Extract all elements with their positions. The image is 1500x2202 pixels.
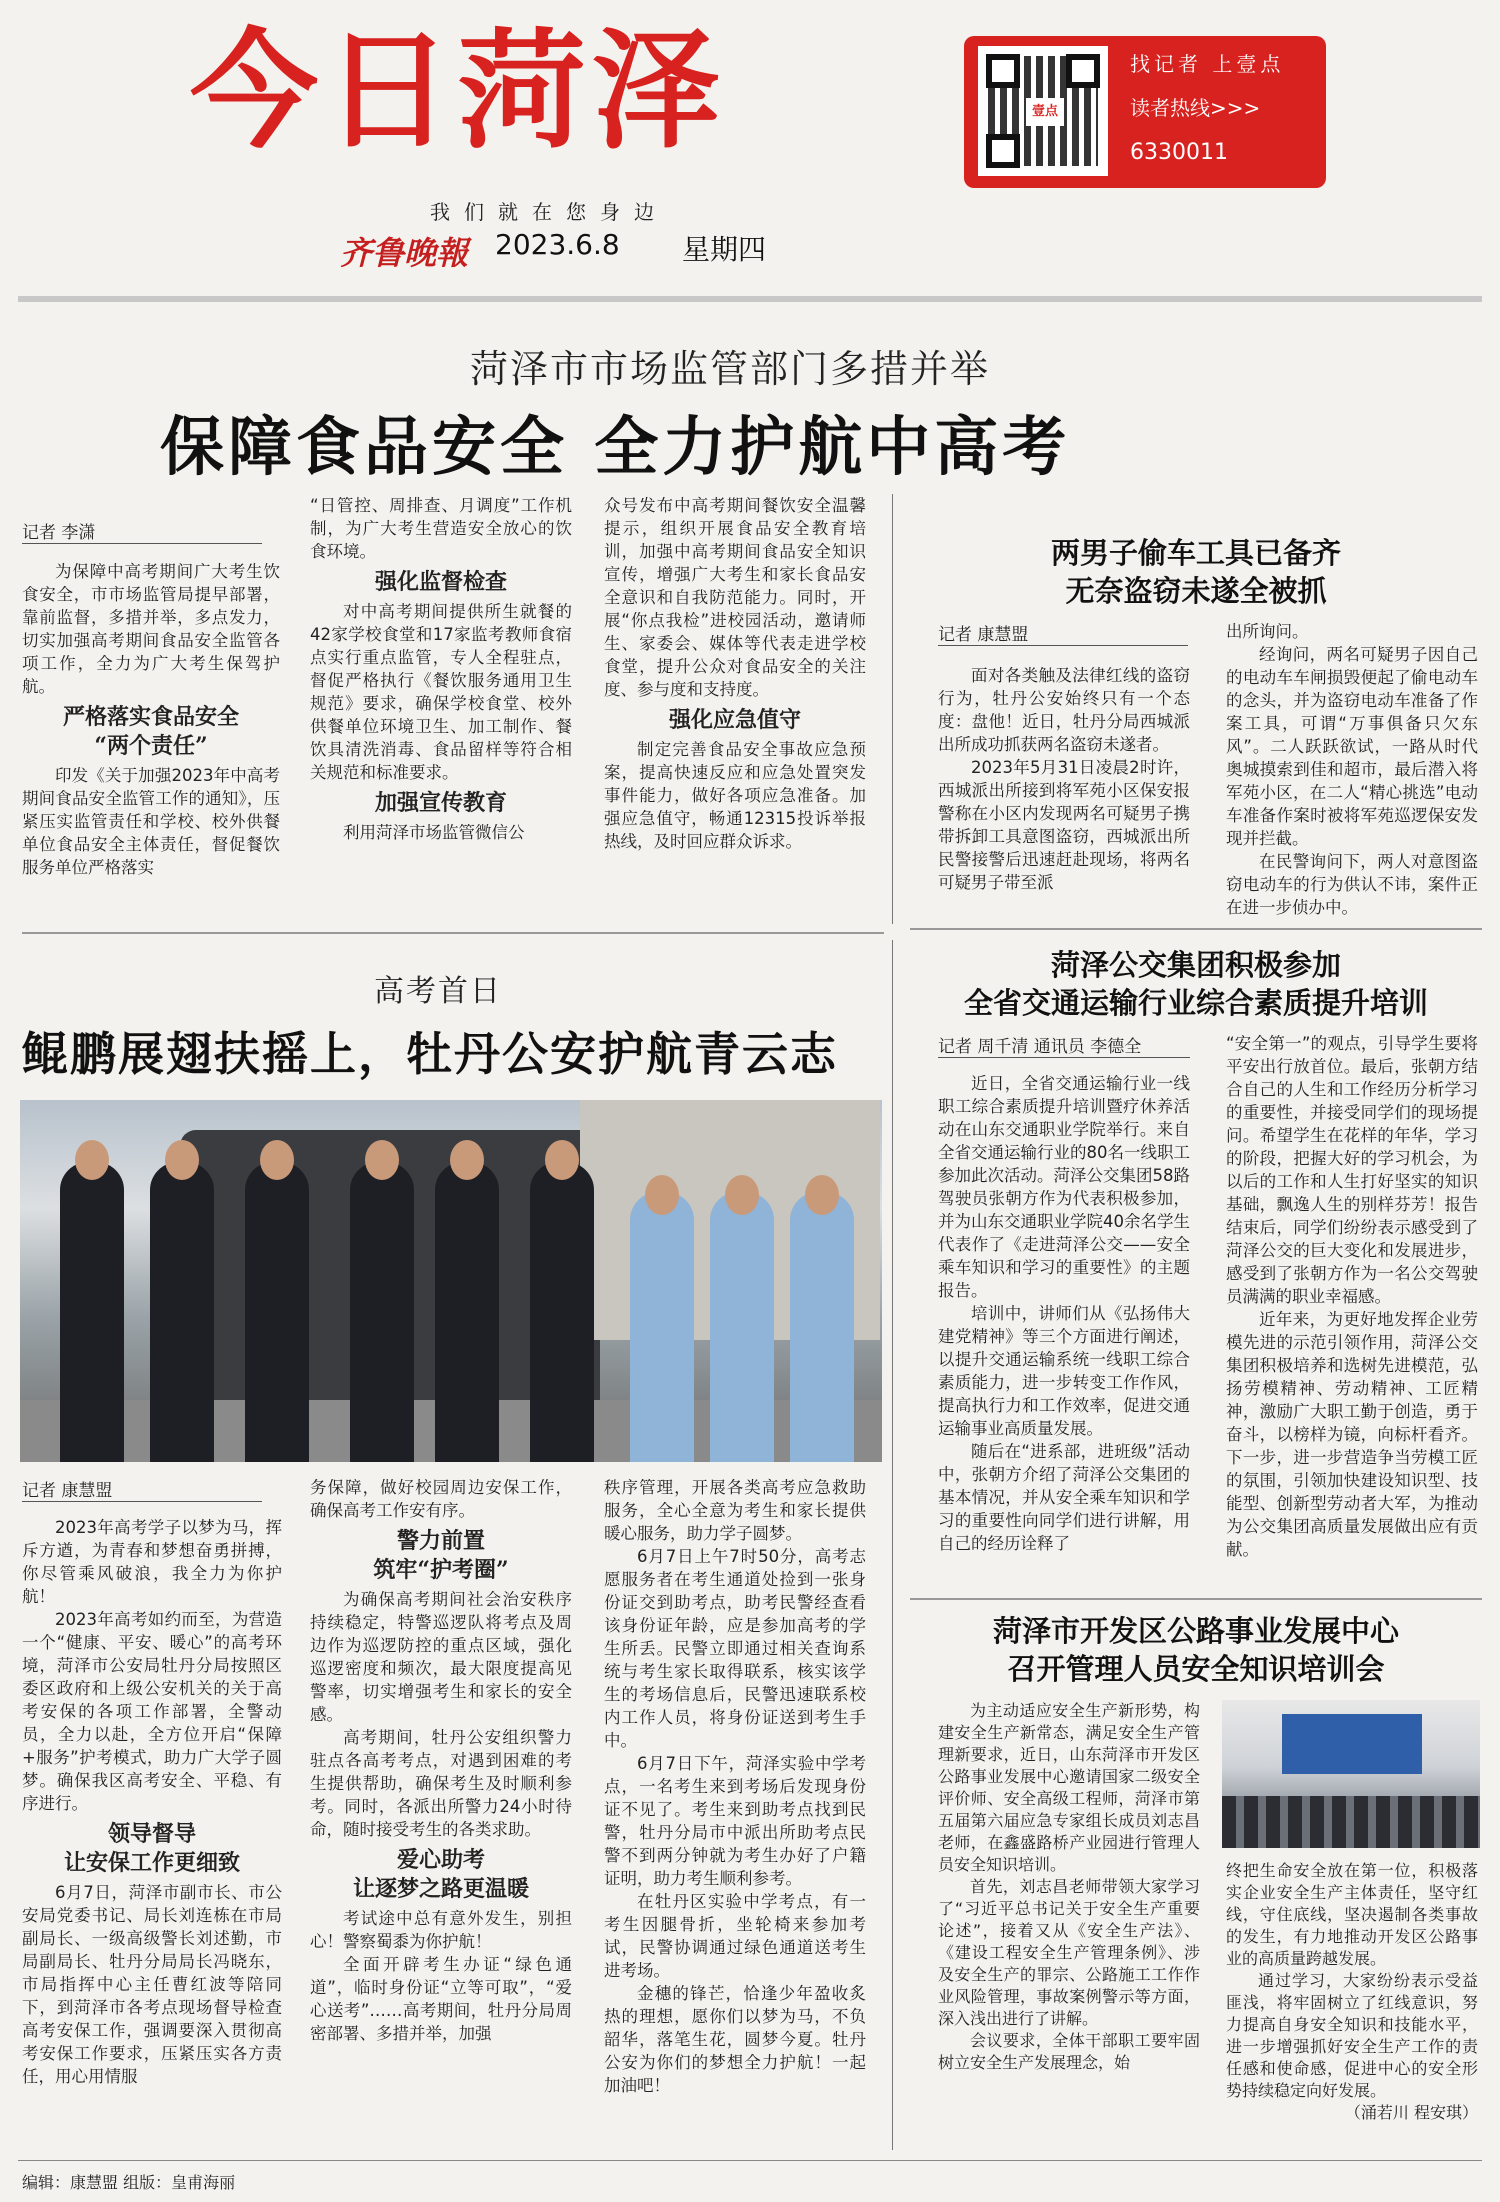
police-photo bbox=[20, 1100, 882, 1462]
training-photo bbox=[1222, 1700, 1480, 1848]
hotline-number: 6330011 bbox=[1130, 140, 1228, 165]
hotline-line1: 找记者 上壹点 bbox=[1130, 52, 1285, 76]
qr-code-icon[interactable] bbox=[978, 46, 1108, 176]
gaokao-paragraph: 6月7日，菏泽市副市长、市公安局党委书记、局长刘连栋在市局副局长、一级高级警长刘述勤，市局副局长、牡丹分局局长冯晓东，市局指挥中心主任曹红波等陪同下，到菏泽市各考点现场督导检查高考安保工作，强调要深入贯彻高考安保工作要求，压紧压实各方责任，用心用情服 bbox=[22, 1883, 282, 2086]
officer-figure bbox=[435, 1162, 499, 1462]
theft-headline-1: 两男子偷车工具已备齐 bbox=[1050, 536, 1341, 570]
masthead-title: 今日菏泽 bbox=[190, 17, 727, 166]
lead-subhead-3: 加强宣传教育 bbox=[374, 790, 507, 816]
lead-column-1 bbox=[22, 560, 280, 879]
lead-subhead-2: 强化监督检查 bbox=[374, 569, 507, 595]
column-divider bbox=[892, 940, 893, 2150]
qr-center-label: 壹点 bbox=[1026, 98, 1064, 126]
theft-paragraph: 出所询问。 bbox=[1226, 622, 1309, 641]
officer-head bbox=[645, 1175, 679, 1215]
officer-figure bbox=[350, 1162, 414, 1462]
gaokao-paragraph: 高考期间，牡丹公安组织警力驻点各高考考点，对遇到困难的考生提供帮助，确保考生及时顺利参考。同时，各派出所警力24小时待命，随时接受考生的各类求助。 bbox=[310, 1728, 572, 1839]
issue-weekday: 星期四 bbox=[682, 233, 767, 266]
bus-paragraph: 近日，全省交通运输行业一线职工综合素质提升培训暨疗休养活动在山东交通职业学院举行。来自全省交通运输行业的80名一线职工参加此次活动。菏泽公交集团58路驾驶员张朝方作为代表积极参加，并为山东交通职业学院40余名学生代表作了《走进菏泽公交——安全乘车知识和学习的重要性》的主题报告。 bbox=[938, 1074, 1190, 1300]
lead-paragraph: 制定完善食品安全事故应急预案，提高快速反应和应急处置突发事件能力，做好各项应急准备。加强应急值守，畅通12315投诉举报热线，及时回应群众诉求。 bbox=[604, 740, 866, 851]
lead-paragraph: 印发《关于加强2023年中高考期间食品安全监管工作的通知》，压紧压实监管责任和学校、校外供餐单位食品安全主体责任，督促餐饮服务单位严格落实 bbox=[22, 766, 280, 877]
hotline-line2: 读者热线>>> bbox=[1130, 96, 1261, 120]
gaokao-paragraph: 6月7日下午，菏泽实验中学考点，一名考生来到考场后发现身份证不见了。考生来到助考点找到民警，牡丹分局市中派出所助考点民警不到两分钟就为考生办好了户籍证明，助力考生顺利参考。 bbox=[604, 1754, 866, 1888]
gaokao-paragraph: 为确保高考期间社会治安秩序持续稳定，特警巡逻队将考点及周边作为巡逻防控的重点区域，强化巡逻密度和频次，最大限度提高见警率，切实增强考生和家长的安全感。 bbox=[310, 1590, 572, 1724]
lead-column-3 bbox=[604, 494, 866, 853]
gaokao-subhead-3b: 让逐梦之路更温暖 bbox=[352, 1876, 529, 1902]
gaokao-paragraph: 6月7日上午7时50分，高考志愿服务者在考生通道处捡到一张身份证交到助考点，助考民警经查看该身份证年龄，应是参加高考的学生所丢。民警立即通过相关查询系统与考生家长取得联系，核实该学生的考场信息后，民警迅速联系校内工作人员，将身份证送到考生手中。 bbox=[604, 1547, 866, 1750]
lead-paragraph: 对中高考期间提供所生就餐的42家学校食堂和17家监考教师食宿点实行重点监管，专人全程驻点，督促严格执行《餐饮服务通用卫生规范》要求，确保学校食堂、校外供餐单位环境卫生、加工制作、餐饮具清洗消毒、食品留样等符合相关规范和标准要求。 bbox=[310, 602, 572, 782]
theft-headline-2: 无奈盗窃未遂全被抓 bbox=[1065, 574, 1327, 608]
officer-figure bbox=[245, 1162, 309, 1462]
gaokao-paragraph: 考试途中总有意外发生，别担心！警察蜀黍为你护航！ bbox=[310, 1909, 572, 1951]
gaokao-kicker: 高考首日 bbox=[374, 974, 502, 1009]
gaokao-byline: 记者 康慧盟 bbox=[22, 1476, 262, 1502]
theft-paragraph: 在民警询问下，两人对意图盗窃电动车的行为供认不讳，案件正在进一步侦办中。 bbox=[1226, 852, 1478, 917]
footer-divider bbox=[18, 2160, 1482, 2161]
lead-column-2 bbox=[310, 494, 572, 844]
road-paragraph: 为主动适应安全生产新形势，构建安全生产新常态，满足安全生产管理新要求，近日，山东菏泽市开发区公路事业发展中心邀请国家二级安全评价师、安全高级工程师，菏泽市第五届第六届应急专家组长成员刘志昌老师，在鑫盛路桥产业园进行管理人员安全知识培训。 bbox=[938, 1701, 1200, 1874]
road-credit: （涌若川 程安琪） bbox=[1344, 2103, 1478, 2122]
projection-screen bbox=[1282, 1714, 1422, 1774]
road-paragraph: 终把生命安全放在第一位，积极落实企业安全生产主体责任，坚守红线，守住底线，坚决遏制各类事故的发生，有力地推动开发区公路事业的高质量跨越发展。 bbox=[1226, 1861, 1478, 1968]
officer-figure bbox=[790, 1192, 854, 1462]
bus-paragraph: 培训中，讲师们从《弘扬伟大建党精神》等三个方面进行阐述，以提升交通运输系统一线职工综合素质能力，进一步转变工作作风，提高执行力和工作效率，促进交通运输事业高质量发展。 bbox=[938, 1304, 1190, 1438]
section-divider bbox=[910, 928, 1482, 930]
theft-paragraph: 面对各类触及法律红线的盗窃行为，牡丹公安始终只有一个态度：盘他！近日，牡丹分局西城派出所成功抓获两名盗窃未遂者。 bbox=[938, 666, 1190, 754]
lead-paragraph: 利用菏泽市场监管微信公 bbox=[343, 823, 525, 842]
gaokao-column-3 bbox=[604, 1476, 866, 2097]
officer-head bbox=[725, 1175, 759, 1215]
theft-byline: 记者 康慧盟 bbox=[938, 620, 1188, 646]
gaokao-subhead-3a: 爱心助考 bbox=[396, 1847, 485, 1873]
theft-column-2 bbox=[1226, 620, 1478, 919]
section-divider bbox=[22, 932, 884, 934]
issue-date: 2023.6.8 bbox=[495, 228, 620, 261]
bus-byline: 记者 周千清 通讯员 李德全 bbox=[938, 1032, 1190, 1058]
theft-paragraph: 2023年5月31日凌晨2时许，西城派出所接到将军苑小区保安报警称在小区内发现两名可疑男子携带拆卸工具意图盗窃，西城派出所民警接警后迅速赶赴现场，将两名可疑男子带至派 bbox=[938, 758, 1190, 892]
section-divider bbox=[910, 1598, 1482, 1600]
officer-head bbox=[805, 1175, 839, 1215]
theft-column-1 bbox=[938, 664, 1190, 894]
bus-headline-1: 菏泽公交集团积极参加 bbox=[1050, 948, 1341, 982]
gaokao-subhead-2b: 筑牢“护考圈” bbox=[373, 1557, 509, 1583]
officer-head bbox=[260, 1140, 294, 1180]
gaokao-headline: 鲲鹏展翅扶摇上，牡丹公安护航青云志 bbox=[22, 1027, 838, 1081]
road-paragraph: 会议要求，全体干部职工要牢固树立安全生产发展理念，始 bbox=[938, 2031, 1200, 2072]
lead-paragraph: “日管控、周排查、月调度”工作机制，为广大考生营造安全放心的饮食环境。 bbox=[310, 496, 572, 561]
road-paragraph: 首先，刘志昌老师带领大家学习了“习近平总书记关于安全生产重要论述”，接着又从《安全生产法》、《建设工程安全生产管理条例》、涉及安全生产的罪宗、公路施工工作作业风险管理，事故案例警示等方面，深入浅出进行了讲解。 bbox=[938, 1877, 1200, 2028]
lead-byline: 记者 李潇 bbox=[22, 518, 262, 544]
gaokao-paragraph: 2023年高考学子以梦为马，挥斥方遒，为青春和梦想奋勇拼搏，你尽管乘风破浪，我全力为你护航！ bbox=[22, 1518, 282, 1606]
gaokao-column-2 bbox=[310, 1476, 572, 2045]
officer-head bbox=[75, 1140, 109, 1180]
lead-paragraph: 为保障中高考期间广大考生饮食安全，市市场监管局提早部署，靠前监督，多措并举，多点发力，切实加强高考期间食品安全监管各项工作，全力为广大考生保驾护航。 bbox=[22, 562, 280, 696]
column-divider bbox=[892, 494, 893, 924]
gaokao-subhead-1b: 让安保工作更细致 bbox=[63, 1850, 240, 1876]
masthead-divider bbox=[18, 296, 1482, 302]
gaokao-column-1 bbox=[22, 1516, 282, 2088]
bus-column-2 bbox=[1226, 1032, 1478, 1561]
bus-paragraph: 随后在“进系部，进班级”活动中，张朝方介绍了菏泽公交集团的基本情况，并从安全乘车知识和学习的重要性向同学们进行讲解，用自己的经历诠释了 bbox=[938, 1442, 1190, 1553]
officer-head bbox=[365, 1140, 399, 1180]
gaokao-paragraph: 在牡丹区实验中学考点，有一考生因腿骨折，坐轮椅来参加考试，民警协调通过绿色通道送考生进考场。 bbox=[604, 1892, 866, 1980]
gaokao-subhead-1a: 领导督导 bbox=[107, 1821, 196, 1847]
gaokao-paragraph: 金穗的锋芒，恰逢少年盈收炙热的理想，愿你们以梦为马，不负韶华，落笔生花，圆梦今夏。牡丹公安为你们的梦想全力护航！一起加油吧！ bbox=[604, 1984, 866, 2095]
road-headline-1: 菏泽市开发区公路事业发展中心 bbox=[992, 1614, 1399, 1648]
officer-head bbox=[165, 1140, 199, 1180]
gaokao-paragraph: 全面开辟考生办证“绿色通道”，临时身份证“立等可取”，“爱心送考”……高考期间，牡丹分局周密部署、多措并举，加强 bbox=[310, 1955, 572, 2043]
officer-figure bbox=[630, 1192, 694, 1462]
theft-paragraph: 经询问，两名可疑男子因自己的电动车车闸损毁便起了偷电动车的念头，并为盗窃电动车准备了作案工具，可谓“万事俱备只欠东风”。二人跃跃欲试，一路从时代奥城摸索到佳和超市，最后潜入将军苑小区，在二人“精心挑选”电动车准备作案时被将军苑巡逻保安发现并拦截。 bbox=[1226, 645, 1478, 848]
audience-rows bbox=[1222, 1796, 1480, 1848]
bus-paragraph: 近年来，为更好地发挥企业劳模先进的示范引领作用，菏泽公交集团积极培养和选树先进模范，弘扬劳模精神、劳动精神、工匠精神，激励广大职工勤于创造，勇于奋斗，以榜样为镜，向标杆看齐。下一步，进一步营造争当劳模工匠的氛围，引领加快建设知识型、技能型、创新型劳动者大军，为推动为公交集团高质量发展做出应有贡献。 bbox=[1226, 1310, 1478, 1559]
lead-paragraph: 众号发布中高考期间餐饮安全温馨提示，组织开展食品安全教育培训，加强中高考期间食品安全知识宣传，增强广大考生和家长食品安全意识和自我防范能力。同时，开展“你点我检”进校园活动，邀请师生、家委会、媒体等代表走进学校食堂，提升公众对食品安全的关注度、参与度和支持度。 bbox=[604, 496, 866, 699]
road-headline-2: 召开管理人员安全知识培训会 bbox=[1007, 1652, 1385, 1686]
road-paragraph: 通过学习，大家纷纷表示受益匪浅，将牢固树立了红线意识，努力提高自身安全知识和技能水平，进一步增强抓好安全生产工作的责任感和使命感，促进中心的安全形势持续稳定向好发展。 bbox=[1226, 1971, 1478, 2100]
officer-figure bbox=[60, 1162, 124, 1462]
gaokao-paragraph: 秩序管理，开展各类高考应急救助服务，全心全意为考生和家长提供暖心服务，助力学子圆梦。 bbox=[604, 1478, 866, 1543]
paper-logo: 齐鲁晚報 bbox=[340, 234, 469, 272]
bus-column-1 bbox=[938, 1072, 1190, 1555]
road-column-1 bbox=[938, 1700, 1200, 2074]
masthead-slogan: 我们就在您身边 bbox=[430, 200, 668, 224]
lead-headline: 保障食品安全 全力护航中高考 bbox=[160, 410, 1071, 485]
gaokao-paragraph: 2023年高考如约而至，为营造一个“健康、平安、暖心”的高考环境，菏泽市公安局牡丹分局按照区委区政府和上级公安机关的关于高考安保的各项工作部署，全警动员，全力以赴，全方位开启“保障+服务”护考模式，助力广大学子圆梦。确保我区高考安全、平稳、有序进行。 bbox=[22, 1610, 282, 1813]
road-column-2 bbox=[1226, 1860, 1478, 2124]
lead-subhead-1a: 严格落实食品安全 bbox=[62, 704, 239, 730]
gaokao-paragraph: 务保障，做好校园周边安保工作，确保高考工作安有序。 bbox=[310, 1478, 572, 1520]
officer-figure bbox=[530, 1162, 594, 1462]
lead-kicker: 菏泽市市场监管部门多措并举 bbox=[470, 347, 991, 391]
gaokao-subhead-2a: 警力前置 bbox=[396, 1528, 485, 1554]
footer-credits: 编辑：康慧盟 组版：皇甫海丽 bbox=[22, 2173, 236, 2192]
officer-head bbox=[450, 1140, 484, 1180]
officer-head bbox=[545, 1140, 579, 1180]
officer-figure bbox=[710, 1192, 774, 1462]
bus-paragraph: “安全第一”的观点，引导学生要将平安出行放首位。最后，张朝方结合自己的人生和工作经历分析学习的重要性，并接受同学们的现场提问。希望学生在花样的年华，学习的阶段，把握大好的学习机会，为以后的工作和人生打好坚实的知识基础，飘逸人生的别样芬芳！报告结束后，同学们纷纷表示感受到了菏泽公交的巨大变化和发展进步，感受到了张朝方作为一名公交驾驶员满满的职业幸福感。 bbox=[1226, 1034, 1478, 1306]
officer-figure bbox=[150, 1162, 214, 1462]
bus-headline-2: 全省交通运输行业综合素质提升培训 bbox=[963, 986, 1428, 1020]
lead-subhead-4: 强化应急值守 bbox=[668, 707, 801, 733]
lead-subhead-1b: “两个责任” bbox=[94, 733, 208, 759]
